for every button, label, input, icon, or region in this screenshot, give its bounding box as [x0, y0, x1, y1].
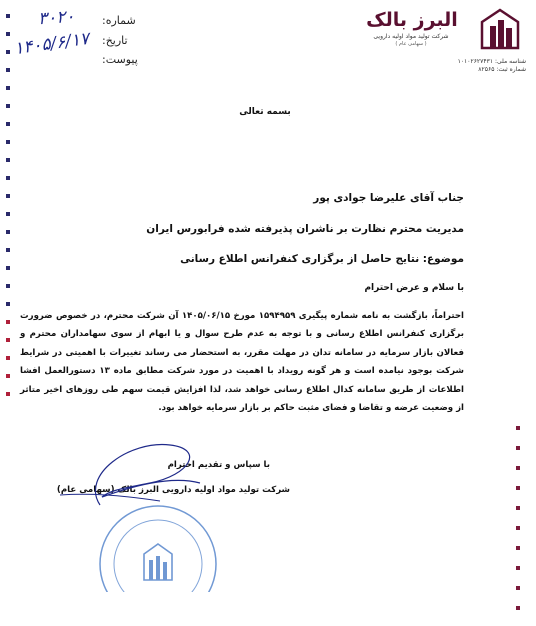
brand-subtitle-2: ( سهامی عام ): [395, 41, 427, 47]
letter-subject: موضوع: نتایج حاصل از برگزاری کنفرانس اطلاع رسانی: [180, 253, 464, 265]
left-border-marks: [4, 14, 10, 410]
company-logo-icon: [478, 8, 522, 50]
brand-name: البرز بالک: [366, 9, 458, 31]
brand-subtitle: شرکت تولید مواد اولیه دارویی: [373, 33, 449, 40]
right-border-marks: [514, 426, 520, 626]
handwritten-number: ۳۰۲۰: [37, 6, 76, 30]
closing-line: با سپاس و تقدیم احترام: [167, 460, 270, 470]
basmala: بسمه تعالی: [239, 107, 291, 117]
handwritten-date: ۱۴۰۵/۶/۱۷: [12, 28, 91, 60]
registration-number: شماره ثبت: ۸۲۵۶۵: [478, 66, 526, 73]
recipient-name: جناب آقای علیرضا جوادی پور: [313, 192, 464, 204]
attachment-label: پیوست:: [102, 53, 138, 66]
company-stamp-icon: [98, 500, 218, 592]
letter-body: احتراماً، بازگشت به نامه شماره پیگیری ۱۵۹۴۹۵۹ مورخ ۱۴۰۵/۰۶/۱۵ آن شرکت محترم، در خصوص ضرورت برگزاری کنفرانس اطلاع رسانی و با توجه به عدم طرح سوال و یا ابهام از سوی سهامداران محترم و فعالان بازار سرمایه در سامانه تدان در مهلت مقرر، به استحضار می رساند تغییرات با اهمیتی در شرایط شرکت بوجود نیامده است و هر گونه رویداد با اهمیت در مورد شرکت مطابق ماده ۱۳ دستورالعمل افشا اطلاعات از طریق سامانه کدال اطلاع رسانی خواهد شد، لذا افزایش قیمت سهم طی روزهای اخیر متاثر از وضعیت عرضه و تقاضا و فضای مثبت حاکم بر بازار سرمایه خواهد بود.: [20, 311, 464, 414]
national-id: شناسه ملی: ۱۰۱۰۲۶۲۷۴۳۱: [457, 58, 526, 65]
date-label: تاریخ:: [102, 34, 128, 47]
signatory: شرکت تولید مواد اولیه دارویی البرز بالک (سهامی عام): [56, 485, 290, 495]
greeting: با سلام و عرض احترام: [364, 283, 464, 293]
recipient-title: مدیریت محترم نظارت بر ناشران پذیرفته شده فرابورس ایران: [146, 223, 464, 235]
number-label: شماره:: [102, 14, 136, 27]
